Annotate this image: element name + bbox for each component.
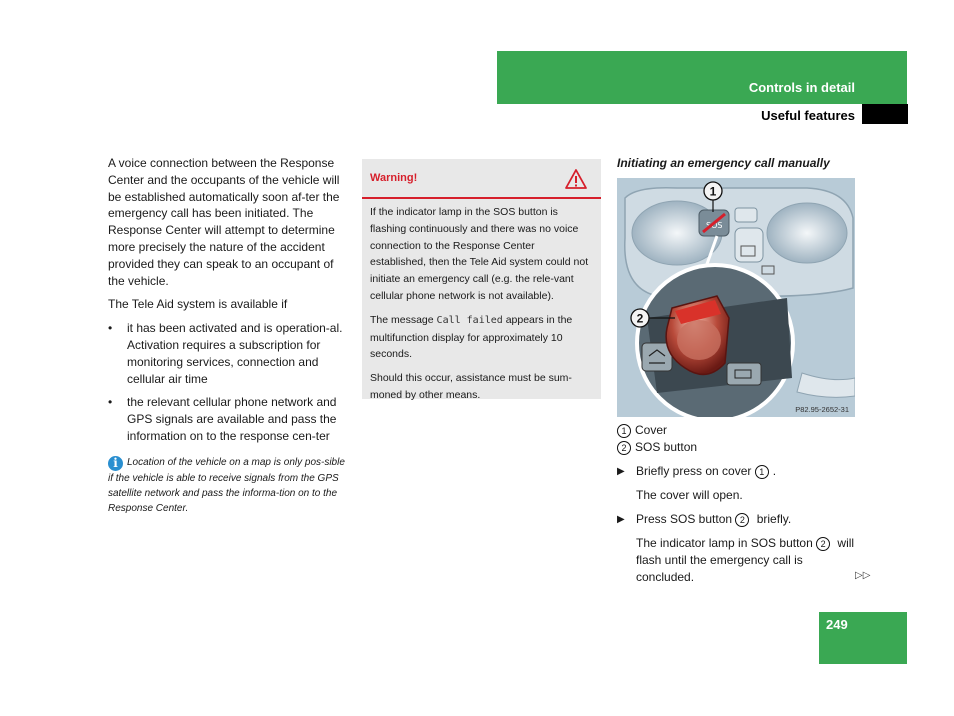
list-item-text: the relevant cellular phone network and GPS signals are available and pass the information on to the response cen-ter: [127, 395, 337, 443]
figure-legend: [617, 422, 857, 456]
legend-item: [617, 422, 857, 439]
number-badge: 2: [735, 513, 749, 527]
text: .: [772, 464, 777, 478]
text: Press SOS button: [636, 512, 736, 526]
left-column: [108, 155, 348, 516]
text: will flash until the emergency call is concluded.: [636, 536, 855, 584]
step-1-result: The cover will open.: [636, 488, 743, 502]
warning-paragraph: If the indicator lamp in the SOS button is flashing continuously and there was no voice connection to the Response Center established, then the Tele Aid system could not initiate an emergency call (e.g. the rele-vant cellular phone network is not available).: [370, 206, 589, 302]
section-subtitle: Useful features: [761, 108, 855, 123]
bullet: •: [108, 395, 113, 410]
number-badge: 1: [755, 465, 769, 479]
text: The message: [370, 313, 437, 326]
info-note: [108, 455, 348, 517]
step-2: [617, 511, 857, 528]
intro-paragraph: A voice connection between the Response Center and the occupants of the vehicle will be established automatically soon af-ter the emergency call has been initiated. The Response Center will attempt to determine more precisely the nature of the accident provided they can speak to an occupant of the vehicle.: [108, 156, 340, 288]
warning-triangle-icon: [564, 168, 588, 195]
warning-paragraph: [370, 312, 593, 363]
number-badge: 2: [617, 441, 631, 455]
step-1: [617, 463, 857, 480]
availability-paragraph: The Tele Aid system is available if: [108, 297, 288, 312]
text: The indicator lamp in SOS button: [636, 536, 817, 550]
overhead-control-illustration: [617, 178, 855, 417]
header-band: [497, 51, 907, 104]
text: Briefly press on cover: [636, 464, 755, 478]
availability-list: [108, 320, 348, 445]
section-title: Controls in detail: [748, 80, 855, 95]
warning-title: Warning!: [370, 172, 418, 184]
step-2-result: [617, 535, 857, 586]
warning-box: [362, 159, 601, 399]
figure-drawing: [617, 178, 855, 417]
legend-label: Cover: [635, 423, 668, 437]
callout-2: 2: [636, 311, 644, 326]
warning-header: [362, 159, 601, 199]
info-text: Location of the vehicle on a map is only pos-sible if the vehicle is able to receive signals from the GPS satellite network and pass the informa-tion on to the Response Center.: [108, 456, 345, 515]
warning-paragraph: Should this occur, assistance must be sum-moned by other means.: [370, 372, 572, 401]
figure-caption: Initiating an emergency call manually: [617, 156, 830, 170]
list-item: [108, 320, 348, 387]
list-item-text: it has been activated and is operation-al. Activation requires a subscription for monitoring services, connection and cellular air time: [127, 321, 343, 386]
list-item: [108, 394, 348, 444]
sos-label: SOS: [706, 221, 723, 230]
figure-reference: P82.95-2652-31: [795, 405, 849, 414]
step-arrow-icon: ▶: [617, 514, 625, 525]
bullet: •: [108, 321, 113, 336]
callout-1: 1: [709, 184, 717, 199]
legend-label: SOS button: [635, 440, 698, 454]
header-marker: [862, 104, 908, 124]
info-icon: i: [108, 456, 123, 471]
number-badge: 2: [816, 537, 830, 551]
number-badge: 1: [617, 424, 631, 438]
instruction-steps: [617, 463, 857, 593]
continued-marker: ▷▷: [855, 570, 871, 581]
legend-item: [617, 439, 857, 456]
step-arrow-icon: ▶: [617, 466, 625, 477]
text: appears in the multifunction display for approximately 10 seconds.: [370, 313, 573, 361]
page-number: 249: [826, 617, 848, 632]
display-message: Call failed: [436, 314, 503, 326]
text: briefly.: [753, 512, 792, 526]
warning-body: [362, 199, 601, 404]
